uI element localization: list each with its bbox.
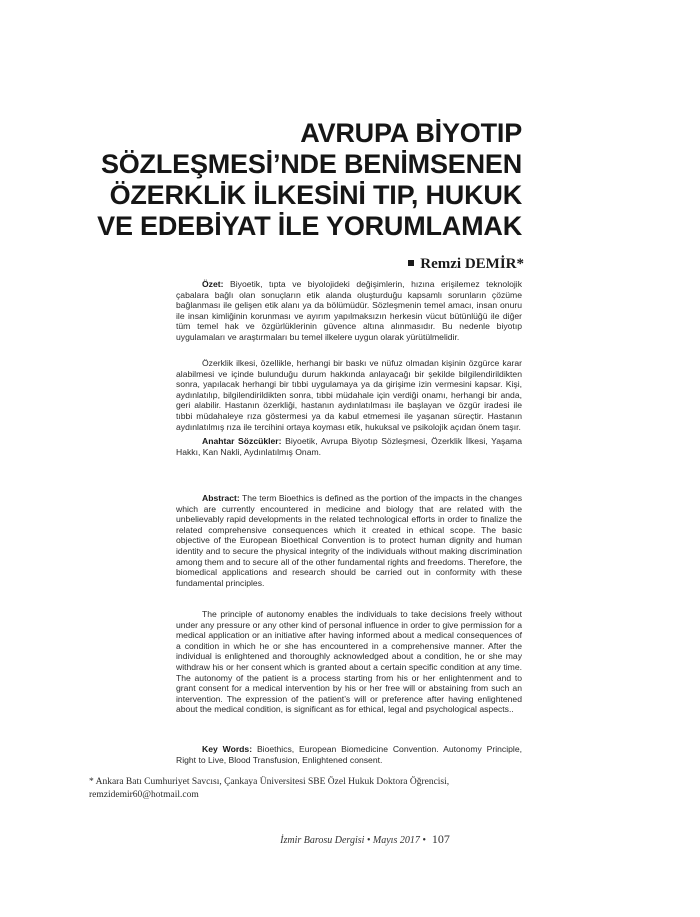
anahtar-text: Biyoetik, Avrupa Biyotıp Sözleşmesi, Özerklik İlkesi, Yaşama Hakkı, Kan Nakli, Aydınlatılmış Onam. [176, 436, 522, 457]
footnote-affiliation: * Ankara Batı Cumhuriyet Savcısı, Çankaya Üniversitesi SBE Özel Hukuk Doktora Öğrencisi, [89, 777, 450, 787]
abstract-text: The term Bioethics is defined as the portion of the impacts in the changes which are currently encountered in medicine and biology that are related with the unbelievably rapid developments in the related technological efforts in order to finalize the related comprehensive consequences which it created in ethical scope. The basic objective of the European Bioethical Convention is to protect human dignity and human identity and to secure the physical integrity of the individuals without making discrimination among them and to secure all of the other fundamental rights and freedoms. Therefore, the biomedical applications and research should be carried out in conformity with these fundamental principles. [176, 493, 523, 588]
keywords-label: Key Words: [202, 744, 253, 754]
key-words [176, 744, 522, 765]
anahtar-sozcukler [176, 436, 522, 457]
title-line: AVRUPA BİYOTIP [300, 118, 522, 148]
title-line: SÖZLEŞMESİ’NDE BENİMSENEN [100, 149, 522, 179]
abstract-text-2: The principle of autonomy enables the individuals to take decisions freely without under any pressure or any other kind of personal influence in order to give permission for a medical application or an initiative after having informed about a medical consequences of a condition in which he or she has encountered in a comprehensive manner. After the individual is enlightened and thoroughly acknowledged about a condition, he or she may withdraw his or her consent which is granted about a certain specific condition at any time. The autonomy of the patient is a process starting from his or her enlightenment and to grant consent for a medical intervention by his or her free will or abstaining from such an intervention. The expression of the patient’s will or preference after having enlightened about the medical condition, is significant as for ethical, legal and psychological aspects.. [176, 609, 522, 715]
journal-name: İzmir Barosu Dergisi • Mayıs 2017 • [280, 835, 426, 846]
anahtar-label: Anahtar Sözcükler: [202, 436, 282, 446]
abstract-paragraph [176, 493, 522, 588]
keywords-text: Bioethics, European Biomedicine Convention. Autonomy Principle, Right to Live, Blood Transfusion, Enlightened consent. [176, 744, 522, 765]
footnote [89, 776, 529, 802]
author-line [300, 256, 524, 273]
square-bullet-icon [408, 260, 414, 266]
article-title [60, 118, 522, 242]
ozet-text: Biyoetik, tıpta ve biyolojideki değişimlerin, hızına erişilemez teknolojik çabalara bağlı olan sonuçların etik alanda oluşturduğu kapsamlı sorunların çözüme bağlanması ile gelişen etik alanı ya da bölümüdür. Sözleşmenin temel amacı, insan onuru ile insan kimliğinin korunması ve ayırım yapılmaksızın herkesin vücut bütünlüğü ile diğer tüm temel hak ve özgürlüklerinin güvence altına alınmasıdır. Bu nedenle biyotıp uygulamaları ve araştırmaları bu temel ilkelere uygun olarak yürütülmelidir. [176, 279, 523, 342]
title-line: VE EDEBİYAT İLE YORUMLAMAK [97, 211, 522, 241]
author-name: Remzi DEMİR* [420, 256, 524, 272]
ozet-paragraph [176, 279, 522, 343]
title-line: ÖZERKLİK İLKESİNİ TIP, HUKUK [109, 180, 522, 210]
page-footer [200, 832, 530, 847]
ozet-paragraph-2 [176, 358, 522, 432]
footnote-email: remzidemir60@hotmail.com [89, 790, 199, 800]
ozet-text-2: Özerklik ilkesi, özellikle, herhangi bir baskı ve nüfuz olmadan kişinin özgürce karar alabilmesi ve içinde bulunduğu durum hakkında anlayacağı bir şekilde bilgilendirildikten sonra, yapılacak herhangi bir tıbbi uygulamaya ya da girişime izin vermesini kapsar. Kişi, aydınlatılıp, bilgilendirildikten sonra, tıbbi müdahale için verdiği onamı, herhangi bir anda, geri alabilir. Hastanın özerkliği, hastanın aydınlatılması ile başlayan ve özgür iradesi ile tıbbi müdahaleye rıza göstermesi ya da kabul etmemesi ile yaşanan süreçtir. Hastanın aydınlatılmış rıza ile tercihini ortaya koyması etik, hukuksal ve psikolojik açıdan önem taşır. [176, 358, 522, 432]
ozet-label: Özet: [202, 279, 224, 289]
page-number: 107 [431, 832, 450, 846]
abstract-label: Abstract: [202, 493, 240, 503]
abstract-paragraph-2 [176, 609, 522, 715]
